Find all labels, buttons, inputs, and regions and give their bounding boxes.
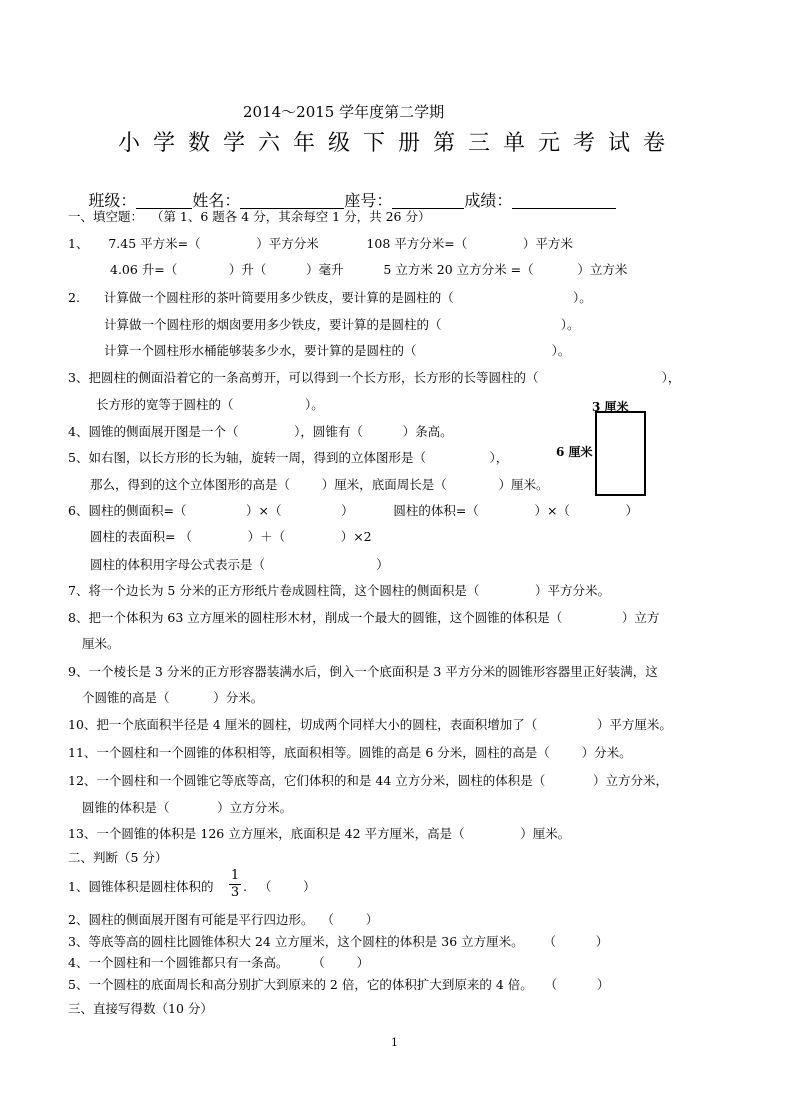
judgment-3: 3、等底等高的圆柱比圆锥体积大 24 立方厘米，这个圆柱的体积是 36 立方厘米。 （ ） xyxy=(68,934,609,949)
question-4: 4、圆锥的侧面展开图是一个（ ），圆锥有（ ）条高。 xyxy=(68,424,453,439)
fraction-denominator: 3 xyxy=(230,885,240,900)
rectangle-figure xyxy=(595,411,646,496)
question-12-line-1: 12、一个圆柱和一个圆锥它等底等高，它们体积的和是 44 立方分米，圆柱的体积是（ ）立方分米， xyxy=(68,773,668,788)
question-8-line-1: 8、把一个体积为 63 立方厘米的圆柱形木材，削成一个最大的圆锥，这个圆锥的体积是（ ）立方 xyxy=(68,610,660,625)
question-7: 7、将一个边长为 5 分米的正方形纸片卷成圆柱筒，这个圆柱的侧面积是（ ）平方分米。 xyxy=(68,583,610,598)
class-label: 班级： xyxy=(88,191,137,210)
exam-title: 小学数学六年级下册第三单元考试卷 xyxy=(118,131,679,156)
question-1-line-1: 1、 7.45 平方米=（ ）平方分米 108 平方分米=（ ）平方米 xyxy=(68,236,573,251)
question-3-line-1: 3、把圆柱的侧面沿着它的一条高剪开，可以得到一个长方形，长方形的长等圆柱的（ ）， xyxy=(68,370,681,385)
question-5-line-1: 5、如右图，以长方形的长为轴，旋转一周，得到的立体图形是（ ）， xyxy=(68,450,509,465)
school-year: 2014～2015 学年度第二学期 xyxy=(243,103,445,121)
question-2-line-2: 计算做一个圆柱形的烟囱要用多少铁皮，要计算的是圆柱的（ ）。 xyxy=(104,317,580,332)
section-heading-judgment: 二、判断（5 分） xyxy=(68,850,168,865)
question-2-line-3: 计算一个圆柱形水桶能够装多少水，要计算的是圆柱的（ ）。 xyxy=(104,343,571,358)
page-number: 1 xyxy=(391,1036,398,1049)
seat-label: 座号： xyxy=(344,191,393,210)
question-11: 11、一个圆柱和一个圆锥的体积相等，底面积相等。圆锥的高是 6 分米，圆柱的高是（ ）分米。 xyxy=(68,745,632,760)
rectangle-height-label: 6 厘米 xyxy=(556,445,593,459)
name-label: 姓名： xyxy=(192,191,241,210)
question-12-line-2: 圆锥的体积是（ ）立方分米。 xyxy=(82,800,293,815)
name-field xyxy=(240,194,344,209)
judgment-1-text: 1、圆锥体积是圆柱体积的 xyxy=(68,879,214,894)
question-8-line-2: 厘米。 xyxy=(82,636,120,651)
question-5-line-2: 那么，得到的这个立体图形的高是（ ）厘米，底面周长是（ ）厘米。 xyxy=(90,477,549,492)
question-6-line-3: 圆柱的体积用字母公式表示是（ ） xyxy=(90,557,389,572)
question-9-line-1: 9、一个棱长是 3 分米的正方形容器装满水后，倒入一个底面积是 3 平方分米的圆锥形容器里正好装满，这 xyxy=(68,664,658,679)
question-13: 13、一个圆锥的体积是 126 立方厘米，底面积是 42 平方厘米，高是（ ）厘米。 xyxy=(68,826,571,841)
question-1-line-2: 4.06 升=（ ）升（ ）毫升 5 立方米 20 立方分米 =（ ）立方米 xyxy=(110,262,628,277)
question-6-line-1: 6、圆柱的侧面积=（ ）×（ ） 圆柱的体积=（ ）×（ ） xyxy=(68,503,639,518)
question-3-line-2: 长方形的宽等于圆柱的（ ）。 xyxy=(96,397,324,412)
judgment-1-answer: . （ ） xyxy=(243,879,316,894)
judgment-5: 5、一个圆柱的底面周长和高分别扩大到原来的 2 倍，它的体积扩大到原来的 4 倍。 （ ） xyxy=(68,977,610,992)
question-10: 10、把一个底面积半径是 4 厘米的圆柱，切成两个同样大小的圆柱，表面积增加了（ ）平方厘米。 xyxy=(68,717,672,732)
section-heading-fill-blank: 一、填空题： （第 1、6 题各 4 分，其余每空 1 分，共 26 分） xyxy=(68,209,431,224)
section-heading-direct-results: 三、直接写得数（10 分） xyxy=(68,1001,213,1016)
seat-field xyxy=(392,194,464,209)
fraction-numerator: 1 xyxy=(230,868,240,883)
score-field xyxy=(512,194,616,209)
question-6-line-2: 圆柱的表面积= （ ）＋（ ）×2 xyxy=(90,529,372,544)
fraction-one-third xyxy=(229,869,241,900)
question-2-line-1: 2. 计算做一个圆柱形的茶叶筒要用多少铁皮，要计算的是圆柱的（ ）。 xyxy=(68,290,592,305)
judgment-2: 2、圆柱的侧面展开图有可能是平行四边形。 （ ） xyxy=(68,912,379,927)
question-9-line-2: 个圆锥的高是（ ）分米。 xyxy=(82,690,264,705)
judgment-4: 4、一个圆柱和一个圆锥都只有一条高。 （ ） xyxy=(68,955,370,970)
class-field xyxy=(136,194,192,209)
score-label: 成绩： xyxy=(464,191,513,210)
rectangle-width-label: 3 厘米 xyxy=(592,400,629,414)
